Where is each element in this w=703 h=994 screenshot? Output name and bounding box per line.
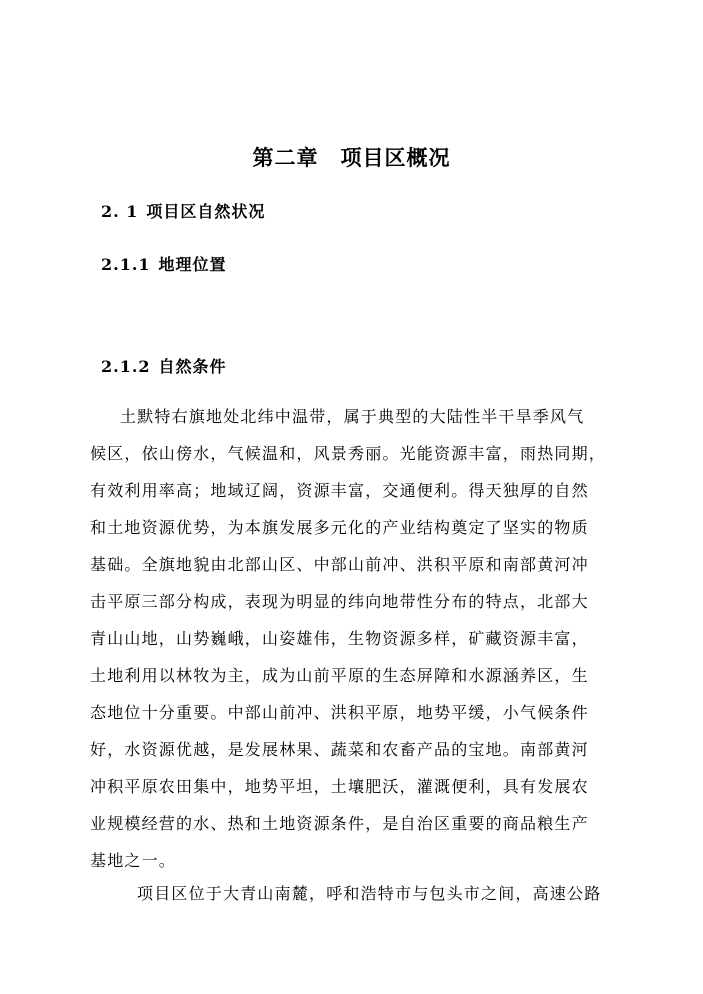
section-heading-2-1-2 [101,354,227,377]
section-title: 自然条件 [158,357,227,376]
text-line: 土默特右旗地处北纬中温带，属于典型的大陆性半干旱季风气 [120,407,585,426]
section-title: 地理位置 [158,255,227,274]
section-title: 项目区自然状况 [146,202,266,221]
text-line: 青山山地，山势巍峨，山姿雄伟，生物资源多样，矿藏资源丰富， [90,629,589,648]
section-number: 2. 1 [101,202,139,221]
section-heading-2-1-1 [101,252,227,275]
text-line: 基础。全旗地貌由北部山区、中部山前冲、洪积平原和南部黄河冲 [90,555,589,574]
chapter-title [0,142,703,172]
text-line: 冲积平原农田集中，地势平坦，土壤肥沃，灌溉便利，具有发展农 [90,777,589,796]
text-line: 候区，依山傍水，气候温和，风景秀丽。光能资源丰富，雨热同期， [90,444,607,463]
text-line: 项目区位于大青山南麓，呼和浩特市与包头市之间，高速公路 [137,884,602,903]
text-line: 态地位十分重要。中部山前冲、洪积平原，地势平缓，小气候条件 [90,703,589,722]
text-line: 基地之一。 [90,851,177,870]
text-line: 和土地资源优势，为本旗发展多元化的产业结构奠定了坚实的物质 [90,518,589,537]
text-line: 土地利用以林牧为主，成为山前平原的生态屏障和水源涵养区，生 [90,666,589,685]
section-number: 2.1.1 [101,255,151,274]
section-number: 2.1.2 [101,357,151,376]
chapter-name: 项目区概况 [340,145,451,170]
section-heading-2-1 [101,199,265,222]
text-line: 业规模经营的水、热和土地资源条件，是自治区重要的商品粮生产 [90,814,589,833]
text-line: 好，水资源优越，是发展林果、蔬菜和农畜产品的宝地。南部黄河 [90,740,589,759]
text-line: 击平原三部分构成，表现为明显的纬向地带性分布的特点，北部大 [90,592,589,611]
chapter-label: 第二章 [252,145,319,170]
text-line: 有效利用率高；地域辽阔，资源丰富，交通便利。得天独厚的自然 [90,481,589,500]
